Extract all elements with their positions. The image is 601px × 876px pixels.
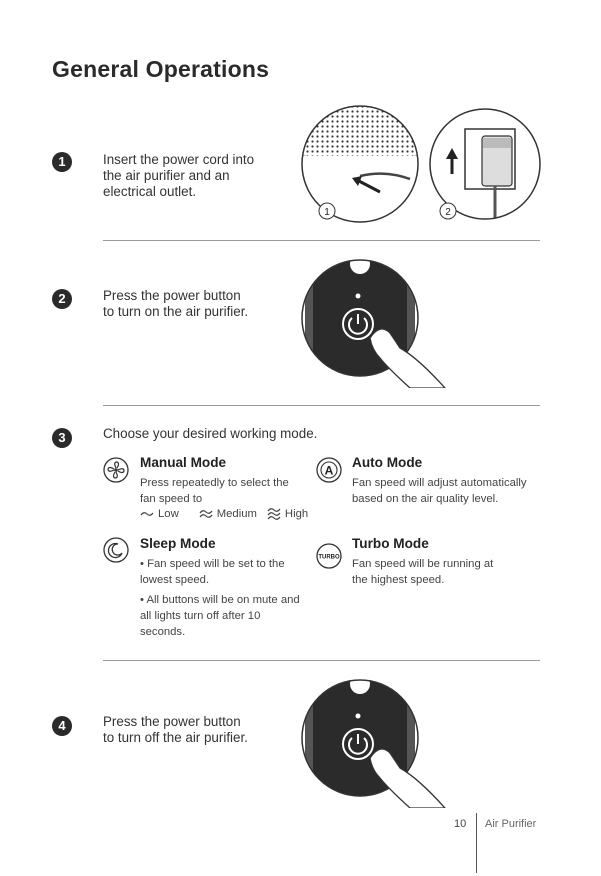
speed-low: Low xyxy=(158,508,179,520)
manual-mode-title: Manual Mode xyxy=(140,455,227,470)
auto-mode-desc: Fan speed will adjust automatically based on the air quality level. xyxy=(352,477,527,505)
moon-icon xyxy=(103,537,129,563)
page-title: General Operations xyxy=(52,56,270,82)
auto-icon-letter: A xyxy=(324,463,334,478)
footer-label: Air Purifier xyxy=(485,818,537,830)
power-off-illustration xyxy=(300,678,460,808)
auto-mode-title: Auto Mode xyxy=(352,455,423,470)
divider-2 xyxy=(103,405,540,406)
auto-mode-icon xyxy=(316,457,342,483)
divider-3 xyxy=(103,660,540,661)
fan-speed-levels xyxy=(140,508,308,520)
high-speed-icon xyxy=(267,508,281,520)
step-2-text: Press the power button to turn on the air purifier. xyxy=(103,288,249,319)
sleep-mode-title: Sleep Mode xyxy=(140,536,216,551)
low-speed-icon xyxy=(140,510,154,518)
figure-label-1: 1 xyxy=(324,207,330,218)
page-number: 10 xyxy=(454,818,467,830)
manual-mode-desc: Press repeatedly to select the fan speed to xyxy=(140,477,289,505)
divider-1 xyxy=(103,240,540,241)
medium-speed-icon xyxy=(199,509,213,519)
sleep-mode-desc-1: • Fan speed will be set to the lowest speed. xyxy=(140,558,285,586)
turbo-mode-title: Turbo Mode xyxy=(352,536,429,551)
sleep-mode-desc-2: • All buttons will be on mute and all lights turn off after 10 seconds. xyxy=(140,594,300,638)
step-3-text: Choose your desired working mode. xyxy=(103,426,318,441)
step-4-number: 4 xyxy=(52,716,72,736)
step-3-number: 3 xyxy=(52,428,72,448)
power-button-illustration xyxy=(300,258,460,388)
step-2-number: 2 xyxy=(52,289,72,309)
step-1-number: 1 xyxy=(52,152,72,172)
turbo-mode-desc: Fan speed will be running at the highest speed. xyxy=(352,558,494,586)
speed-high: High xyxy=(284,508,309,520)
step-1-text: Insert the power cord into the air purifier and an electrical outlet. xyxy=(103,152,255,199)
turbo-icon-text: TURBO xyxy=(318,554,340,561)
fan-icon xyxy=(103,457,129,483)
speed-medium: Medium xyxy=(216,508,257,520)
step-1-illustration xyxy=(300,104,545,226)
step-4-text: Press the power button to turn off the air purifier. xyxy=(103,714,248,745)
turbo-icon xyxy=(316,543,342,569)
figure-label-2: 2 xyxy=(445,207,451,218)
footer-divider xyxy=(476,813,477,873)
